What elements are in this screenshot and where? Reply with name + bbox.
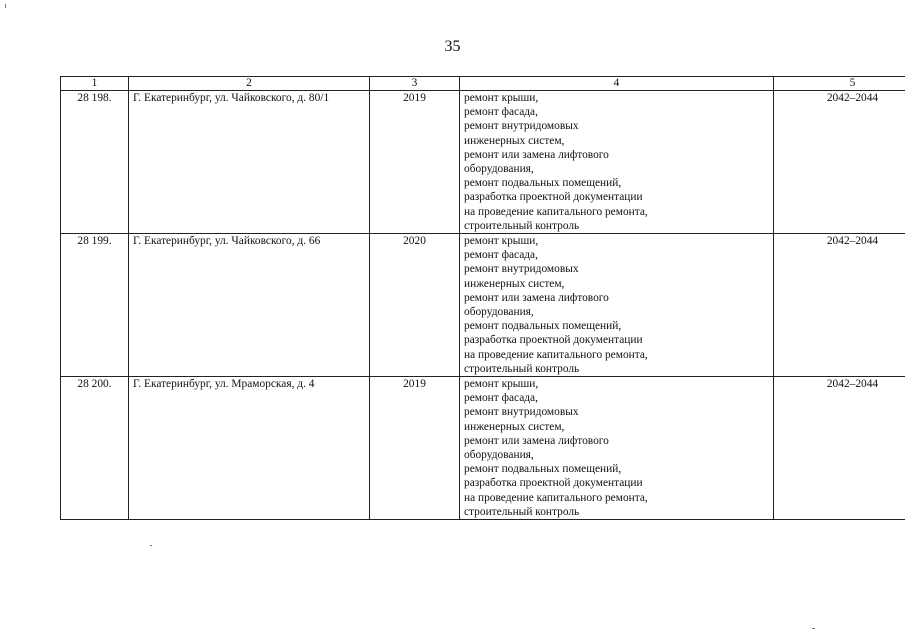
table-row <box>61 91 905 234</box>
work-item: ремонт подвальных помещений, <box>464 177 622 190</box>
header-row <box>61 77 905 91</box>
work-item: на проведение капитального ремонта, <box>464 491 648 504</box>
period-cell: 2042–2044 <box>774 234 905 377</box>
work-item: разработка проектной документации <box>464 477 643 490</box>
work-item: разработка проектной документации <box>464 191 643 204</box>
work-item: ремонт фасада, <box>464 106 538 119</box>
works-cell <box>460 91 774 234</box>
work-item: ремонт подвальных помещений, <box>464 320 622 333</box>
period-cell: 2042–2044 <box>774 377 905 520</box>
work-item: ремонт внутридомовых <box>464 406 579 419</box>
work-item: ремонт или замена лифтового <box>464 434 609 447</box>
work-item: оборудования, <box>464 306 534 319</box>
work-item: ремонт внутридомовых <box>464 120 579 133</box>
work-item: инженерных систем, <box>464 277 565 290</box>
address-cell: Г. Екатеринбург, ул. Мраморская, д. 4 <box>129 377 370 520</box>
header-col-1: 1 <box>61 77 129 91</box>
scan-speck <box>150 545 152 546</box>
row-number: 28 198. <box>61 91 129 234</box>
work-item: разработка проектной документации <box>464 334 643 347</box>
address-cell: Г. Екатеринбург, ул. Чайковского, д. 66 <box>129 234 370 377</box>
scan-speck <box>812 628 815 629</box>
repair-schedule-table <box>60 76 905 520</box>
row-number: 28 199. <box>61 234 129 377</box>
header-col-5: 5 <box>774 77 905 91</box>
work-item: на проведение капитального ремонта, <box>464 205 648 218</box>
work-item: ремонт крыши, <box>464 378 539 391</box>
work-item: ремонт крыши, <box>464 92 539 104</box>
year-cell: 2019 <box>370 377 460 520</box>
work-item: строительный контроль <box>464 219 580 232</box>
work-item: ремонт или замена лифтового <box>464 148 609 161</box>
period-cell: 2042–2044 <box>774 91 905 234</box>
work-item: оборудования, <box>464 449 534 462</box>
work-item: ремонт внутридомовых <box>464 263 579 276</box>
work-item: строительный контроль <box>464 362 580 375</box>
work-item: инженерных систем, <box>464 420 565 433</box>
works-cell <box>460 377 774 520</box>
work-item: на проведение капитального ремонта, <box>464 348 648 361</box>
work-item: ремонт фасада, <box>464 392 538 405</box>
work-item: ремонт крыши, <box>464 235 539 248</box>
header-col-2: 2 <box>129 77 370 91</box>
year-cell: 2020 <box>370 234 460 377</box>
work-item: строительный контроль <box>464 505 580 518</box>
work-item: инженерных систем, <box>464 134 565 147</box>
work-item: ремонт или замена лифтового <box>464 291 609 304</box>
scan-speck <box>5 4 6 8</box>
works-cell <box>460 234 774 377</box>
page-number: 35 <box>444 38 461 55</box>
work-item: ремонт подвальных помещений, <box>464 463 622 476</box>
year-cell: 2019 <box>370 91 460 234</box>
table-row <box>61 234 905 377</box>
address-cell: Г. Екатеринбург, ул. Чайковского, д. 80/1 <box>129 91 370 234</box>
header-col-3: 3 <box>370 77 460 91</box>
table-row <box>61 377 905 520</box>
work-item: ремонт фасада, <box>464 249 538 262</box>
row-number: 28 200. <box>61 377 129 520</box>
work-item: оборудования, <box>464 163 534 176</box>
header-col-4: 4 <box>460 77 774 91</box>
